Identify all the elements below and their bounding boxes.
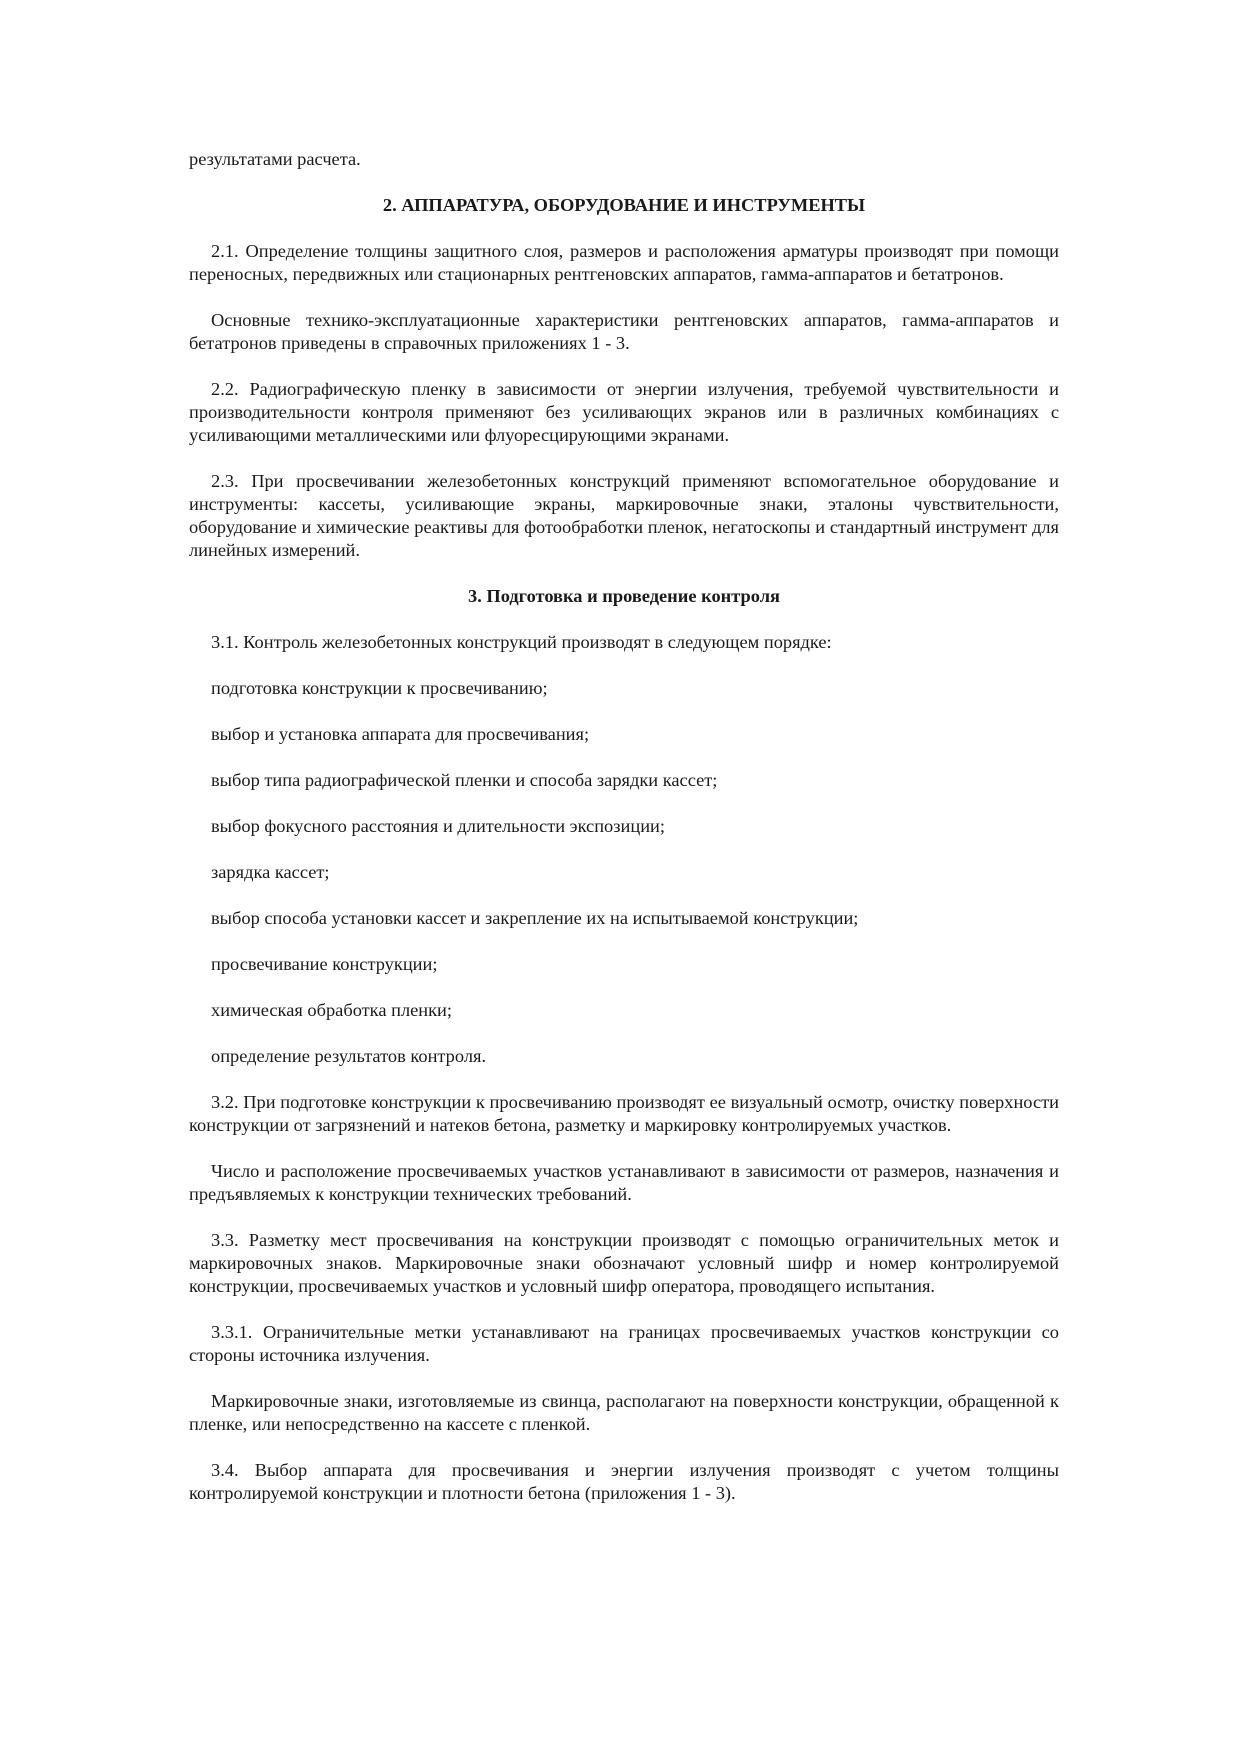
paragraph-3-1: 3.1. Контроль железобетонных конструкций производят в следующем порядке: xyxy=(211,632,832,652)
paragraph-2-3: 2.3. При просвечивании железобетонных конструкций применяют вспомогательное оборудование и инструменты: кассеты, усиливающие экраны, маркировочные знаки, эталоны чувствительности, оборудование и химические реактивы для фотообработки пленок, негатоскопы и стандартный инструмент для линейных измерений. xyxy=(189,471,1059,560)
paragraph-3-2-note: Число и расположение просвечиваемых участков устанавливают в зависимости от размеров, назначения и предъявляемых к конструкции технических требований. xyxy=(189,1161,1059,1204)
list-item: химическая обработка пленки; xyxy=(211,1000,453,1020)
list-item: просвечивание конструкции; xyxy=(211,954,438,974)
list-item: выбор фокусного расстояния и длительности экспозиции; xyxy=(211,816,665,836)
paragraph-2-1: 2.1. Определение толщины защитного слоя, размеров и расположения арматуры производят при помощи переносных, передвижных или стационарных рентгеновских аппаратов, гамма-аппаратов и бетатронов. xyxy=(189,241,1059,284)
paragraph-2-2: 2.2. Радиографическую пленку в зависимости от энергии излучения, требуемой чувствительности и производительности контроля применяют без усиливающих экранов или в различных комбинациях с усиливающими металлическими или флуоресцирующими экранами. xyxy=(189,379,1059,445)
paragraph-3-3: 3.3. Разметку мест просвечивания на конструкции производят с помощью ограничительных меток и маркировочных знаков. Маркировочные знаки обозначают условный шифр и номер контролируемой конструкции, просвечиваемых участков и условный шифр оператора, проводящего испытания. xyxy=(189,1230,1059,1296)
list-item: выбор и установка аппарата для просвечивания; xyxy=(211,724,590,744)
continuation-text: результатами расчета. xyxy=(189,149,361,169)
section-2-heading: 2. АППАРАТУРА, ОБОРУДОВАНИЕ И ИНСТРУМЕНТЫ xyxy=(382,195,866,215)
document-page xyxy=(189,148,1059,1528)
paragraph-3-4: 3.4. Выбор аппарата для просвечивания и энергии излучения производят с учетом толщины контролируемой конструкции и плотности бетона (приложения 1 - 3). xyxy=(189,1460,1059,1503)
section-3-heading: 3. Подготовка и проведение контроля xyxy=(468,586,780,606)
list-item: зарядка кассет; xyxy=(211,862,330,882)
list-item: выбор типа радиографической пленки и способа зарядки кассет; xyxy=(211,770,718,790)
paragraph-3-2: 3.2. При подготовке конструкции к просвечиванию производят ее визуальный осмотр, очистку поверхности конструкции от загрязнений и натеков бетона, разметку и маркировку контролируемых участков. xyxy=(189,1092,1059,1135)
list-item: выбор способа установки кассет и закрепление их на испытываемой конструкции; xyxy=(211,908,859,928)
list-item: определение результатов контроля. xyxy=(211,1046,487,1066)
paragraph-3-3-1-note: Маркировочные знаки, изготовляемые из свинца, располагают на поверхности конструкции, обращенной к пленке, или непосредственно на кассете с пленкой. xyxy=(189,1391,1059,1434)
paragraph-2-1-note: Основные технико-эксплуатационные характеристики рентгеновских аппаратов, гамма-аппаратов и бетатронов приведены в справочных приложениях 1 - 3. xyxy=(189,310,1059,353)
list-item: подготовка конструкции к просвечиванию; xyxy=(211,678,548,698)
paragraph-3-3-1: 3.3.1. Ограничительные метки устанавливают на границах просвечиваемых участков конструкции со стороны источника излучения. xyxy=(189,1322,1059,1365)
